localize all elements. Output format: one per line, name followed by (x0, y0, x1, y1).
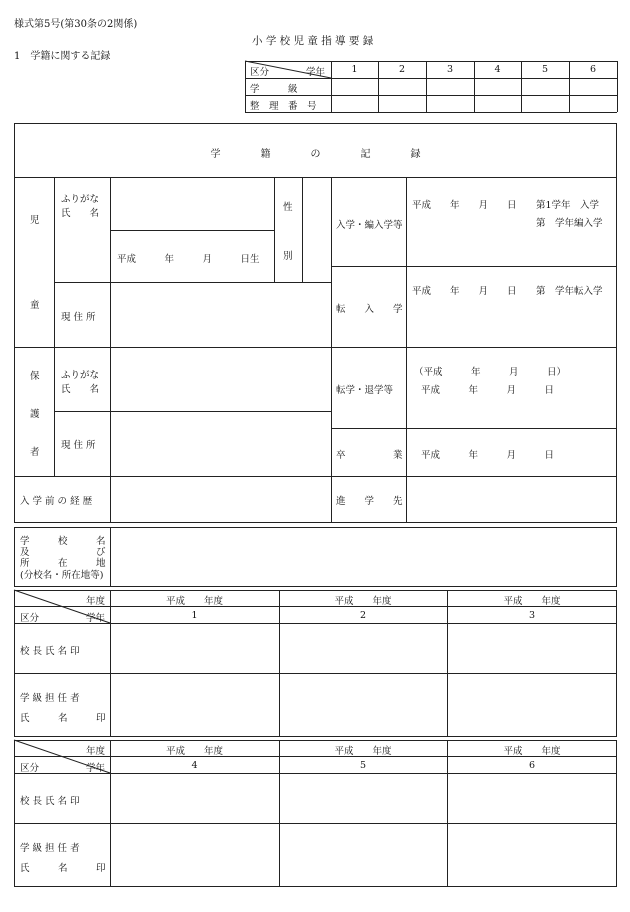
transfer-out-label: 転学・退学等 (336, 385, 394, 396)
school-name-label: 及 び (20, 547, 106, 558)
transfer-in-grade: 第 学年転入学 (536, 286, 603, 297)
jido-label: 童 (30, 300, 40, 311)
record-title: 学 籍 の 記 録 (210, 149, 421, 160)
sex-label: 性 (283, 202, 293, 213)
seiri-label: 整 理 番 号 (250, 101, 317, 112)
address-label: 現 住 所 (61, 312, 96, 323)
grade-header: 2 (398, 64, 406, 75)
graduation-label: 卒 業 (336, 450, 403, 461)
kubun-label: 区分 (20, 613, 40, 624)
gakkyu-label: 学 級 (250, 84, 298, 95)
next-school-label: 進 学 先 (336, 496, 403, 507)
grade-header: 4 (494, 64, 501, 75)
principal-label: 校 長 氏 名 印 (20, 796, 80, 807)
grade-header: 1 (351, 64, 358, 75)
transfer-in-label: 転 入 学 (336, 304, 403, 315)
year-header: 平成 年度 (334, 596, 392, 607)
jido-label: 児 (30, 215, 40, 226)
graduation-date: 平成 年 月 日 (421, 450, 555, 461)
year-header: 平成 年度 (165, 596, 223, 607)
year-header: 平成 年度 (503, 596, 561, 607)
grade-header: 5 (541, 64, 549, 75)
section-title: 1 学籍に関する記録 (14, 51, 111, 62)
birth-date: 平成 年 月 日生 (117, 254, 260, 265)
furigana-label: ふりがな (61, 370, 100, 381)
guardian-label: 者 (30, 447, 40, 458)
teacher-label: 氏 名 印 (20, 713, 106, 724)
school-name-label: (分校名・所在地等) (20, 570, 104, 581)
transfer-out-date2: 平成 年 月 日 (421, 385, 555, 396)
nendo-label: 年度 (86, 596, 106, 607)
school-name-label: 学 校 名 (20, 536, 106, 547)
pre-school-history-label: 入 学 前 の 経 歴 (20, 496, 93, 507)
address-label: 現 住 所 (61, 440, 96, 451)
page-title: 小 学 校 児 童 指 導 要 録 (252, 35, 374, 47)
form-id: 様式第5号(第30条の2関係) (14, 19, 138, 30)
name-label: 氏 名 (61, 384, 100, 395)
grade-header: 2 (359, 610, 367, 621)
gakunen-label: 学年 (86, 613, 106, 624)
principal-label: 校 長 氏 名 印 (20, 646, 80, 657)
grade-header: 6 (528, 760, 536, 771)
admission-label: 入学・編入学等 (336, 220, 403, 231)
gakunen-label: 学年 (306, 67, 326, 78)
transfer-in-date: 平成 年 月 日 (412, 286, 517, 297)
furigana-label: ふりがな (61, 194, 100, 205)
admission-transfer: 第 学年編入学 (536, 218, 603, 229)
grade-header: 3 (446, 64, 454, 75)
grade-header: 6 (589, 64, 597, 75)
guardian-label: 護 (30, 409, 40, 420)
year-header: 平成 年度 (165, 746, 223, 757)
grade-header: 5 (359, 760, 367, 771)
school-name-label: 所 在 地 (20, 558, 106, 569)
admission-date: 平成 年 月 日 (412, 200, 517, 211)
grade-header: 3 (528, 610, 536, 621)
transfer-out-date1: （平成 年 月 日） (414, 367, 567, 378)
nendo-label: 年度 (86, 746, 106, 757)
guardian-label: 保 (30, 371, 40, 382)
teacher-label: 氏 名 印 (20, 863, 106, 874)
gakunen-label: 学年 (86, 763, 106, 774)
kubun-label: 区分 (20, 763, 40, 774)
sex-label: 別 (283, 251, 293, 262)
grade-header: 4 (191, 760, 198, 771)
teacher-label: 学 級 担 任 者 (20, 843, 80, 854)
kubun-label: 区分 (250, 67, 270, 78)
year-header: 平成 年度 (503, 746, 561, 757)
admission-grade1: 第1学年 入学 (536, 200, 600, 211)
teacher-label: 学 級 担 任 者 (20, 693, 80, 704)
year-header: 平成 年度 (334, 746, 392, 757)
grade-header: 1 (191, 610, 198, 621)
name-label: 氏 名 (61, 208, 100, 219)
